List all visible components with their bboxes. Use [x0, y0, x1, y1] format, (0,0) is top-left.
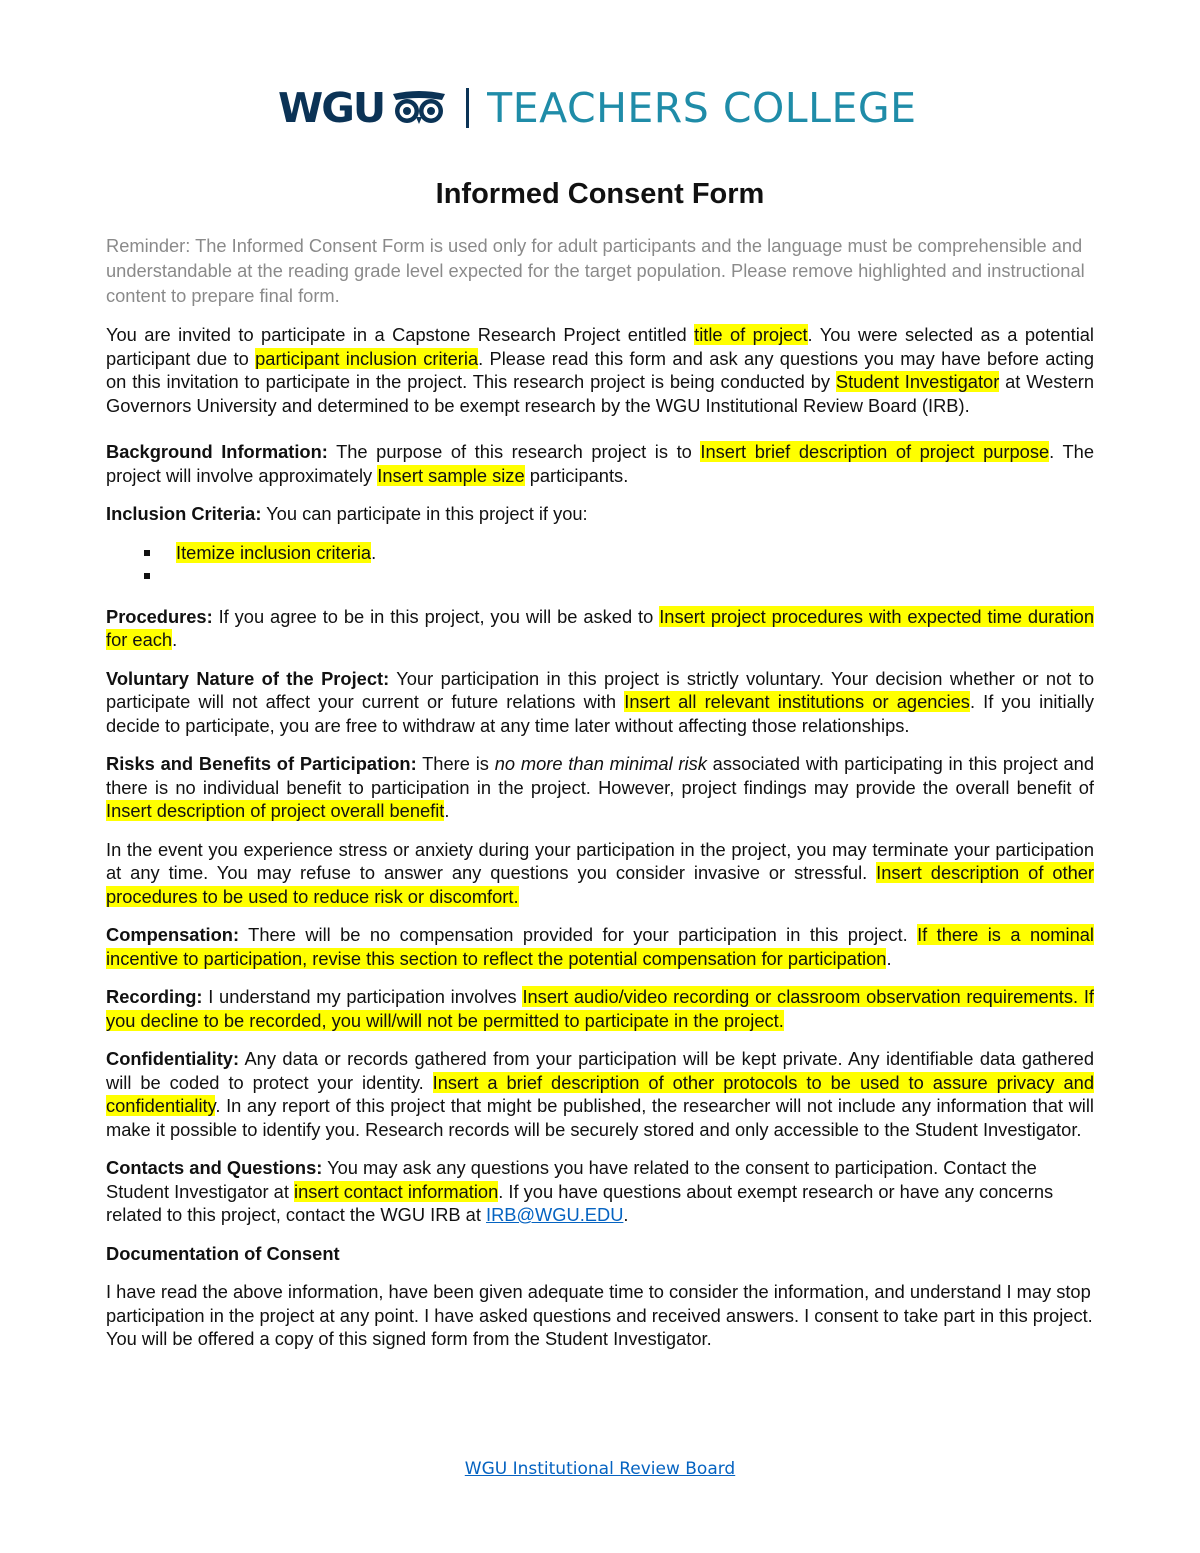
- reminder-note: Reminder: The Informed Consent Form is used only for adult participants and the language must be comprehensible and understandable at the reading grade level expected for the target population. Please remove highlighted and instructional content to prepare final form.: [106, 235, 1085, 306]
- placeholder-student-investigator: Student Investigator: [835, 371, 1000, 392]
- voluntary-section: Voluntary Nature of the Project: Your participation in this project is strictly voluntary. Your decision whether or not to participate will not affect your current or future relations with Insert all relevant institutions or agencies. If you initially decide to participate, you are free to withdraw at any time later without affecting those relationships.: [106, 667, 1095, 736]
- procedures-section: Procedures: If you agree to be in this project, you will be asked to Insert project procedures with expected time duration for each.: [106, 605, 1094, 650]
- logo-header: [278, 83, 917, 132]
- placeholder-compensation: If there is a nominal incentive to participation, revise this section to reflect the potential compensation for participation: [106, 924, 1094, 969]
- section-label: Procedures:: [106, 605, 213, 627]
- placeholder-institutions: Insert all relevant institutions or agencies: [624, 691, 970, 712]
- placeholder-reduce-risk: Insert description of other procedures to be used to reduce risk or discomfort.: [106, 862, 1095, 907]
- stress-paragraph: In the event you experience stress or anxiety during your participation in the project, you may terminate your participation at any time. You may refuse to answer any questions you consider invasive or stressful. Insert description of other procedures to be used to reduce risk or discomfort.: [106, 838, 1095, 907]
- placeholder-inclusion-criteria: participant inclusion criteria: [255, 347, 479, 369]
- section-label: Voluntary Nature of the Project:: [106, 667, 390, 689]
- background-section: Background Information: The purpose of this research project is to Insert brief description of project purpose. The project will involve approximately Insert sample size participants.: [106, 441, 1094, 486]
- wgu-logo-text: WGU: [278, 83, 385, 132]
- teachers-college-logo-text: TEACHERS COLLEGE: [487, 83, 917, 132]
- documentation-text: I have read the above information, have been given adequate time to consider the information, and understand I may stop participation in the project at any point. I have asked questions and received answers. I consent to take part in this project. You will be offered a copy of this signed form from the Student Investigator.: [106, 1281, 1093, 1349]
- owl-icon: [390, 90, 448, 126]
- irb-footer-link[interactable]: WGU Institutional Review Board: [464, 1459, 736, 1479]
- confidentiality-section: Confidentiality: Any data or records gathered from your participation will be kept private. Any identifiable data gathered will be coded to protect your identity. Insert a brief description of other protocols to be used to assure privacy and confidentiality. In any report of this project that might be published, the researcher will not include any information that will make it possible to identify you. Research records will be securely stored and only accessible to the Student Investigator.: [106, 1048, 1094, 1140]
- section-label: Compensation:: [106, 924, 240, 945]
- section-label: Background Information:: [106, 441, 328, 462]
- placeholder-recording: Insert audio/video recording or classroom observation requirements. If you decline to be recorded, you will/will not be permitted to participate in the project.: [106, 986, 1094, 1031]
- list-item: Itemize inclusion criteria.: [106, 541, 1094, 565]
- footer: [0, 1459, 1200, 1479]
- form-body: [106, 233, 1094, 1351]
- placeholder-procedures: Insert project procedures with expected time duration for each: [106, 605, 1094, 650]
- irb-email-link[interactable]: IRB@WGU.EDU: [486, 1204, 624, 1225]
- minimal-risk-text: no more than minimal risk: [494, 753, 707, 774]
- risks-section: Risks and Benefits of Participation: There is no more than minimal risk associated with participating in this project and there is no individual benefit to participation in the project. However, project findings may provide the overall benefit of Insert description of project overall benefit.: [106, 753, 1094, 821]
- documentation-heading: Documentation of Consent: [106, 1242, 340, 1264]
- inclusion-list: [106, 541, 1094, 588]
- contacts-section: Contacts and Questions: You may ask any questions you have related to the consent to participation. Contact the Student Investigator at insert contact information. If you have questions about exempt research or have any concerns related to this project, contact the WGU IRB at IRB@WGU.EDU.: [106, 1157, 1054, 1225]
- placeholder-itemize-criteria: Itemize inclusion criteria: [176, 541, 372, 563]
- compensation-section: Compensation: There will be no compensation provided for your participation in this project. If there is a nominal incentive to participation, revise this section to reflect the potential compensation for participation.: [106, 924, 1094, 969]
- list-item: [106, 564, 1094, 588]
- placeholder-title-of-project: title of project: [694, 324, 808, 345]
- placeholder-overall-benefit: Insert description of project overall benefit: [106, 800, 445, 821]
- section-label: Risks and Benefits of Participation:: [106, 753, 417, 774]
- placeholder-project-purpose: Insert brief description of project purpose: [700, 441, 1050, 462]
- intro-paragraph: You are invited to participate in a Capstone Research Project entitled title of project. You were selected as a potential participant due to participant inclusion criteria. Please read this form and ask any questions you may have before acting on this invitation to participate in the project. This research project is being conducted by Student Investigator at Western Governors University and determined to be exempt research by the WGU Institutional Review Board (IRB).: [106, 324, 1095, 416]
- placeholder-privacy-protocols: Insert a brief description of other protocols to be used to assure privacy and confidentiality: [106, 1071, 1094, 1116]
- inclusion-section: Inclusion Criteria: You can participate in this project if you:: [106, 503, 588, 524]
- placeholder-sample-size: Insert sample size: [377, 464, 525, 486]
- section-label: Contacts and Questions:: [106, 1157, 323, 1178]
- section-label: Inclusion Criteria:: [106, 503, 262, 524]
- section-label: Recording:: [106, 986, 203, 1007]
- section-label: Confidentiality:: [106, 1048, 240, 1069]
- logo-divider: [466, 88, 469, 128]
- recording-section: Recording: I understand my participation involves Insert audio/video recording or classroom observation requirements. If you decline to be recorded, you will/will not be permitted to participate in the project.: [106, 986, 1094, 1031]
- placeholder-contact-info: insert contact information: [294, 1180, 499, 1202]
- page-title: Informed Consent Form: [435, 178, 765, 210]
